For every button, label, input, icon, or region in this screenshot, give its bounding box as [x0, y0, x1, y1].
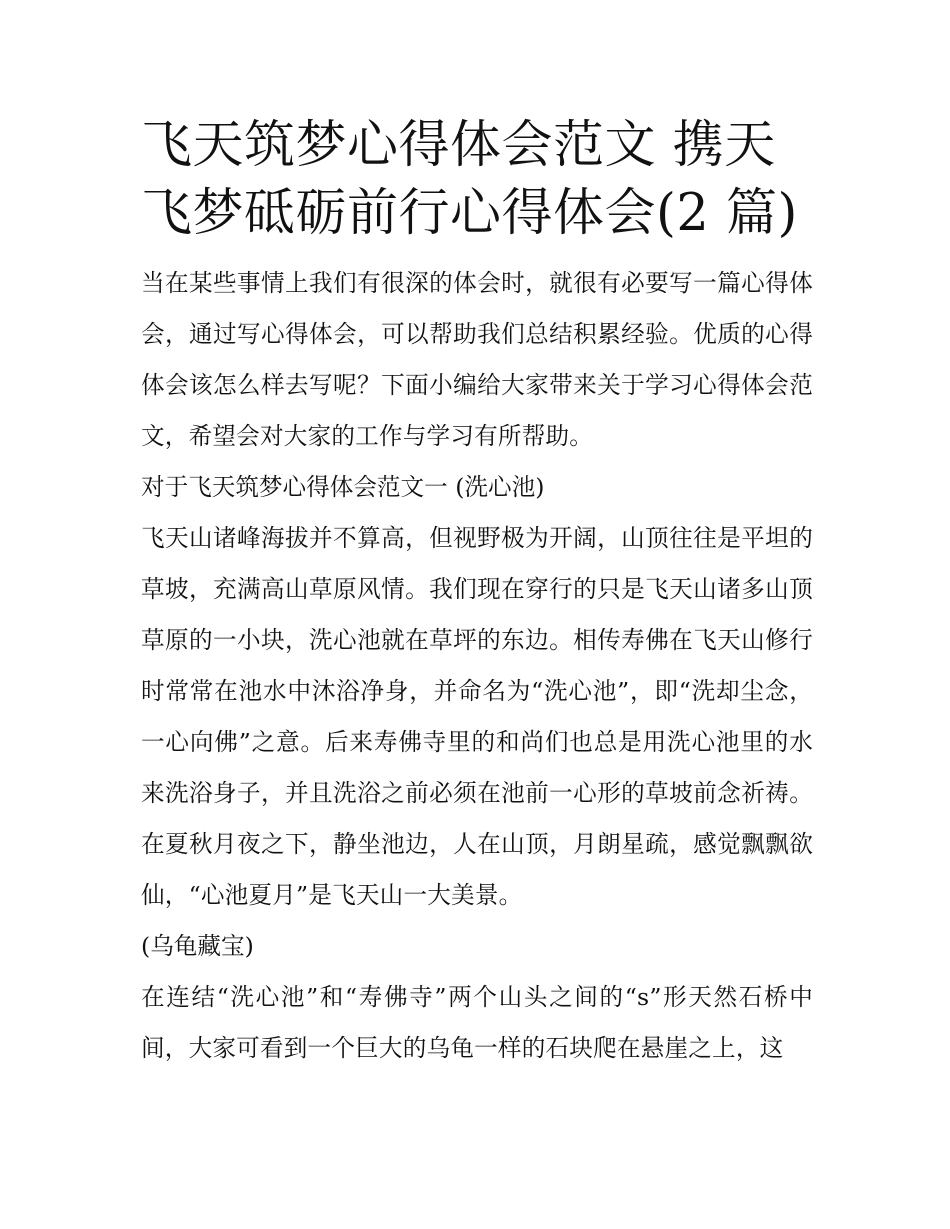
section-heading-2: (乌龟藏宝)	[141, 932, 254, 960]
document-title: 飞天筑梦心得体会范文 携天飞梦砥砺前行心得体会(2 篇)	[141, 116, 798, 243]
document-body	[141, 112, 813, 1074]
section-paragraph-2: 在连结“洗心池”和“寿佛寺”两个山头之间的“s”形天然石桥中间，大家可看到一个巨大的乌龟一样的石块爬在悬崖之上，这	[141, 983, 813, 1062]
intro-paragraph: 当在某些事情上我们有很深的体会时，就很有必要写一篇心得体会，通过写心得体会，可以帮助我们总结积累经验。优质的心得体会该怎么样去写呢？下面小编给大家带来关于学习心得体会范文，希望会对大家的工作与学习有所帮助。	[141, 269, 813, 450]
section-paragraph-1: 飞天山诸峰海拔并不算高，但视野极为开阔，山顶往往是平坦的草坡，充满高山草原风情。我们现在穿行的只是飞天山诸多山顶草原的一小块，洗心池就在草坪的东边。相传寿佛在飞天山修行时常常在池水中沐浴净身，并命名为“洗心池”，即“洗却尘念，一心向佛”之意。后来寿佛寺里的和尚们也总是用洗心池里的水来洗浴身子，并且洗浴之前必须在池前一心形的草坡前念祈祷。在夏秋月夜之下，静坐池边，人在山顶，月朗星疏，感觉飘飘欲仙，“心池夏月”是飞天山一大美景。	[141, 524, 813, 909]
section-heading-1: 对于飞天筑梦心得体会范文一 (洗心池)	[141, 473, 545, 501]
